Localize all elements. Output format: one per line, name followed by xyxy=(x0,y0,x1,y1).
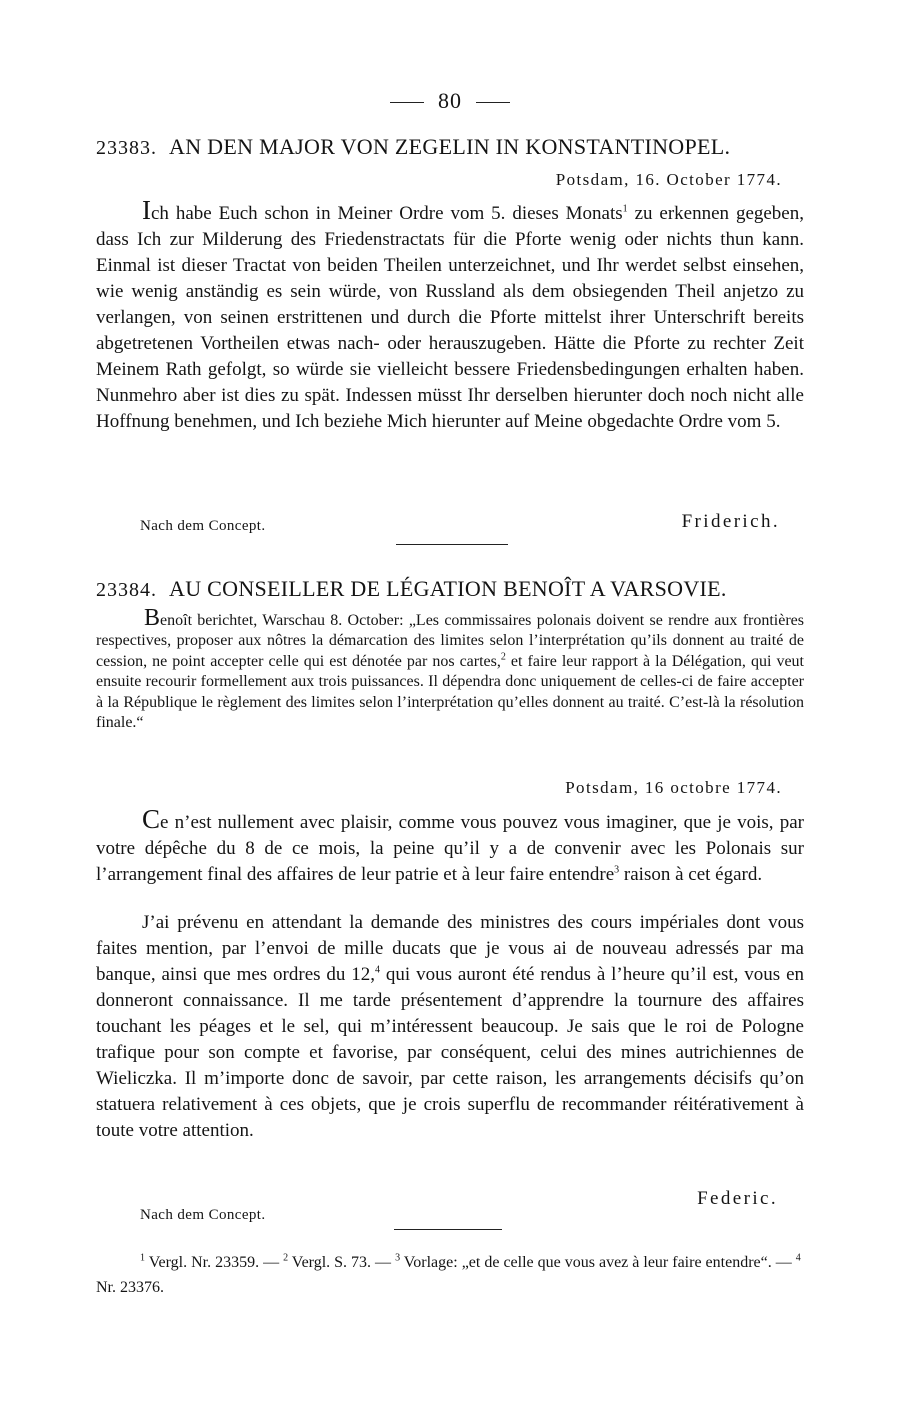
letter2-note-ref-2: 2 xyxy=(500,651,506,663)
page-number xyxy=(0,88,900,114)
letter2-number: 23384. xyxy=(96,579,157,601)
letter2-p1-b: raison à cet égard. xyxy=(619,864,763,885)
letter1-source: Nach dem Concept. xyxy=(140,518,266,534)
letter2-title: AU CONSEILLER DE LÉGATION BENOÎT A VARSOVIE. xyxy=(169,576,727,601)
letter2-summary-initial: B xyxy=(144,605,161,631)
letter2-initial: C xyxy=(142,804,161,834)
letter2-paragraph-1 xyxy=(96,806,804,888)
footnote-divider xyxy=(394,1229,502,1230)
letter2-heading xyxy=(96,576,808,602)
footnote-4-mark: 4 xyxy=(795,1252,801,1264)
letter2-p2-b: qui vous auront été rendus à l’heure qu’il est, vous en donneront connaissance. Il me tarde présentement d’apprendre la tournure des affaires touchant les péages et le sel, qui m’intéressent beaucoup. Je sais que le roi de Pologne trafique pour son compte et favorise, par conséquent, celui des mines autrichiennes de Wieliczka. Il m’importe donc de savoir, par cette raison, les arrangements décisifs qu’on statuera relativement à ces objets, que je crois superflu de recommander réitérativement à toute votre attention. xyxy=(96,964,805,1141)
page-number-right-dash xyxy=(476,102,510,103)
letter2-summary-a: enoît berichtet, Warschau 8. October: „Les commissaires polonais doivent se rendre aux frontières respectives, proposer aux nôtres la démarcation des limites selon l’interprétation qu’ils donnent au traité de cession, ne point accepter celle qui est dénotée par nos cartes, xyxy=(96,612,804,670)
letter2-p1-a: e n’est nullement avec plaisir, comme vous pouvez vous imaginer, que je vois, par votre dépêche du 8 de ce mois, la peine qu’il y a de convenir avec les Polonais sur l’arrangement final des affaires de leur patrie et à leur faire entendre xyxy=(96,812,804,885)
footnote-2-mark: 2 xyxy=(283,1252,289,1264)
footnote-1-text: Vergl. Nr. 23359. — xyxy=(145,1254,284,1271)
letter2-summary xyxy=(96,605,805,733)
footnote-3-text: Vorlage: „et de celle que vous avez à leur faire entendre“. — xyxy=(400,1254,796,1271)
letter2-note-ref-4: 4 xyxy=(375,964,381,976)
letter1-heading xyxy=(96,134,808,160)
letter2-signature: Federic. xyxy=(697,1188,778,1209)
letter1-text-a: ch habe Euch schon in Meiner Ordre vom 5. dieses Monats xyxy=(151,203,623,224)
letter2-source: Nach dem Concept. xyxy=(140,1207,266,1223)
letter2-paragraph-2 xyxy=(96,910,804,1144)
letter1-title: AN DEN MAJOR VON ZEGELIN IN KONSTANTINOPEL. xyxy=(169,134,731,159)
letter2-summary-b: et faire leur rapport à la Délégation, qui veut ensuite recourir formellement aux trois puissances. Il dépendra donc uniquement de celles-ci de faire accepter à la République le règlement des limites selon l’interprétation qu’elles donnent au traité. C’est-là la résolution finale.“ xyxy=(96,652,805,732)
letter2-p2-a: J’ai prévenu en attendant la demande des ministres des cours impériales dont vous faites mention, par l’envoi de mille ducats que je vous ai de nouveau adressés par ma banque, ainsi que mes ordres du 12, xyxy=(96,912,804,985)
letter1-number: 23383. xyxy=(96,137,157,159)
letter1-note-ref-1: 1 xyxy=(622,203,628,215)
page-number-left-dash xyxy=(390,102,424,103)
section-divider xyxy=(396,544,508,545)
footnote-1-mark: 1 xyxy=(140,1252,145,1264)
footnote-3-mark: 3 xyxy=(395,1252,401,1264)
letter1-body xyxy=(96,197,804,435)
footnotes xyxy=(96,1250,804,1300)
letter1-dateline: Potsdam, 16. October 1774. xyxy=(555,170,782,189)
letter1-signature: Friderich. xyxy=(681,511,780,532)
footnote-2-text: Vergl. S. 73. — xyxy=(288,1254,396,1271)
letter1-text-b: zu erkennen gegeben, dass Ich zur Milderung des Friedenstractats für die Pforte wenig oder nichts thun kann. Einmal ist dieser Tractat von beiden Theilen unterzeichnet, und Ihr werdet selbst einsehen, wie wenig anständig es sein würde, von Russland als dem obsiegenden Theil anjetzo zu verlangen, von seinen erstrittenen und durch die Pforte mittelst ihrer Unterschrift bereits abgetretenen Vortheilen etwas nach- oder herauszugeben. Hätte die Pforte zu rechter Zeit Meinem Rath gefolgt, so würde sie vielleicht bessere Friedensbedingungen erhalten haben. Nunmehro aber ist dies zu spät. Indessen müsst Ihr derselben hierunter doch noch nicht alle Hoffnung benehmen, und Ich beziehe Mich hierunter auf Meine obgedachte Ordre vom 5. xyxy=(96,203,804,432)
letter2-dateline: Potsdam, 16 octobre 1774. xyxy=(565,778,782,797)
letter2-note-ref-3: 3 xyxy=(614,864,620,876)
footnote-4-text: Nr. 23376. xyxy=(96,1279,164,1296)
letter1-initial: I xyxy=(142,195,151,225)
page-number-value: 80 xyxy=(438,88,462,113)
